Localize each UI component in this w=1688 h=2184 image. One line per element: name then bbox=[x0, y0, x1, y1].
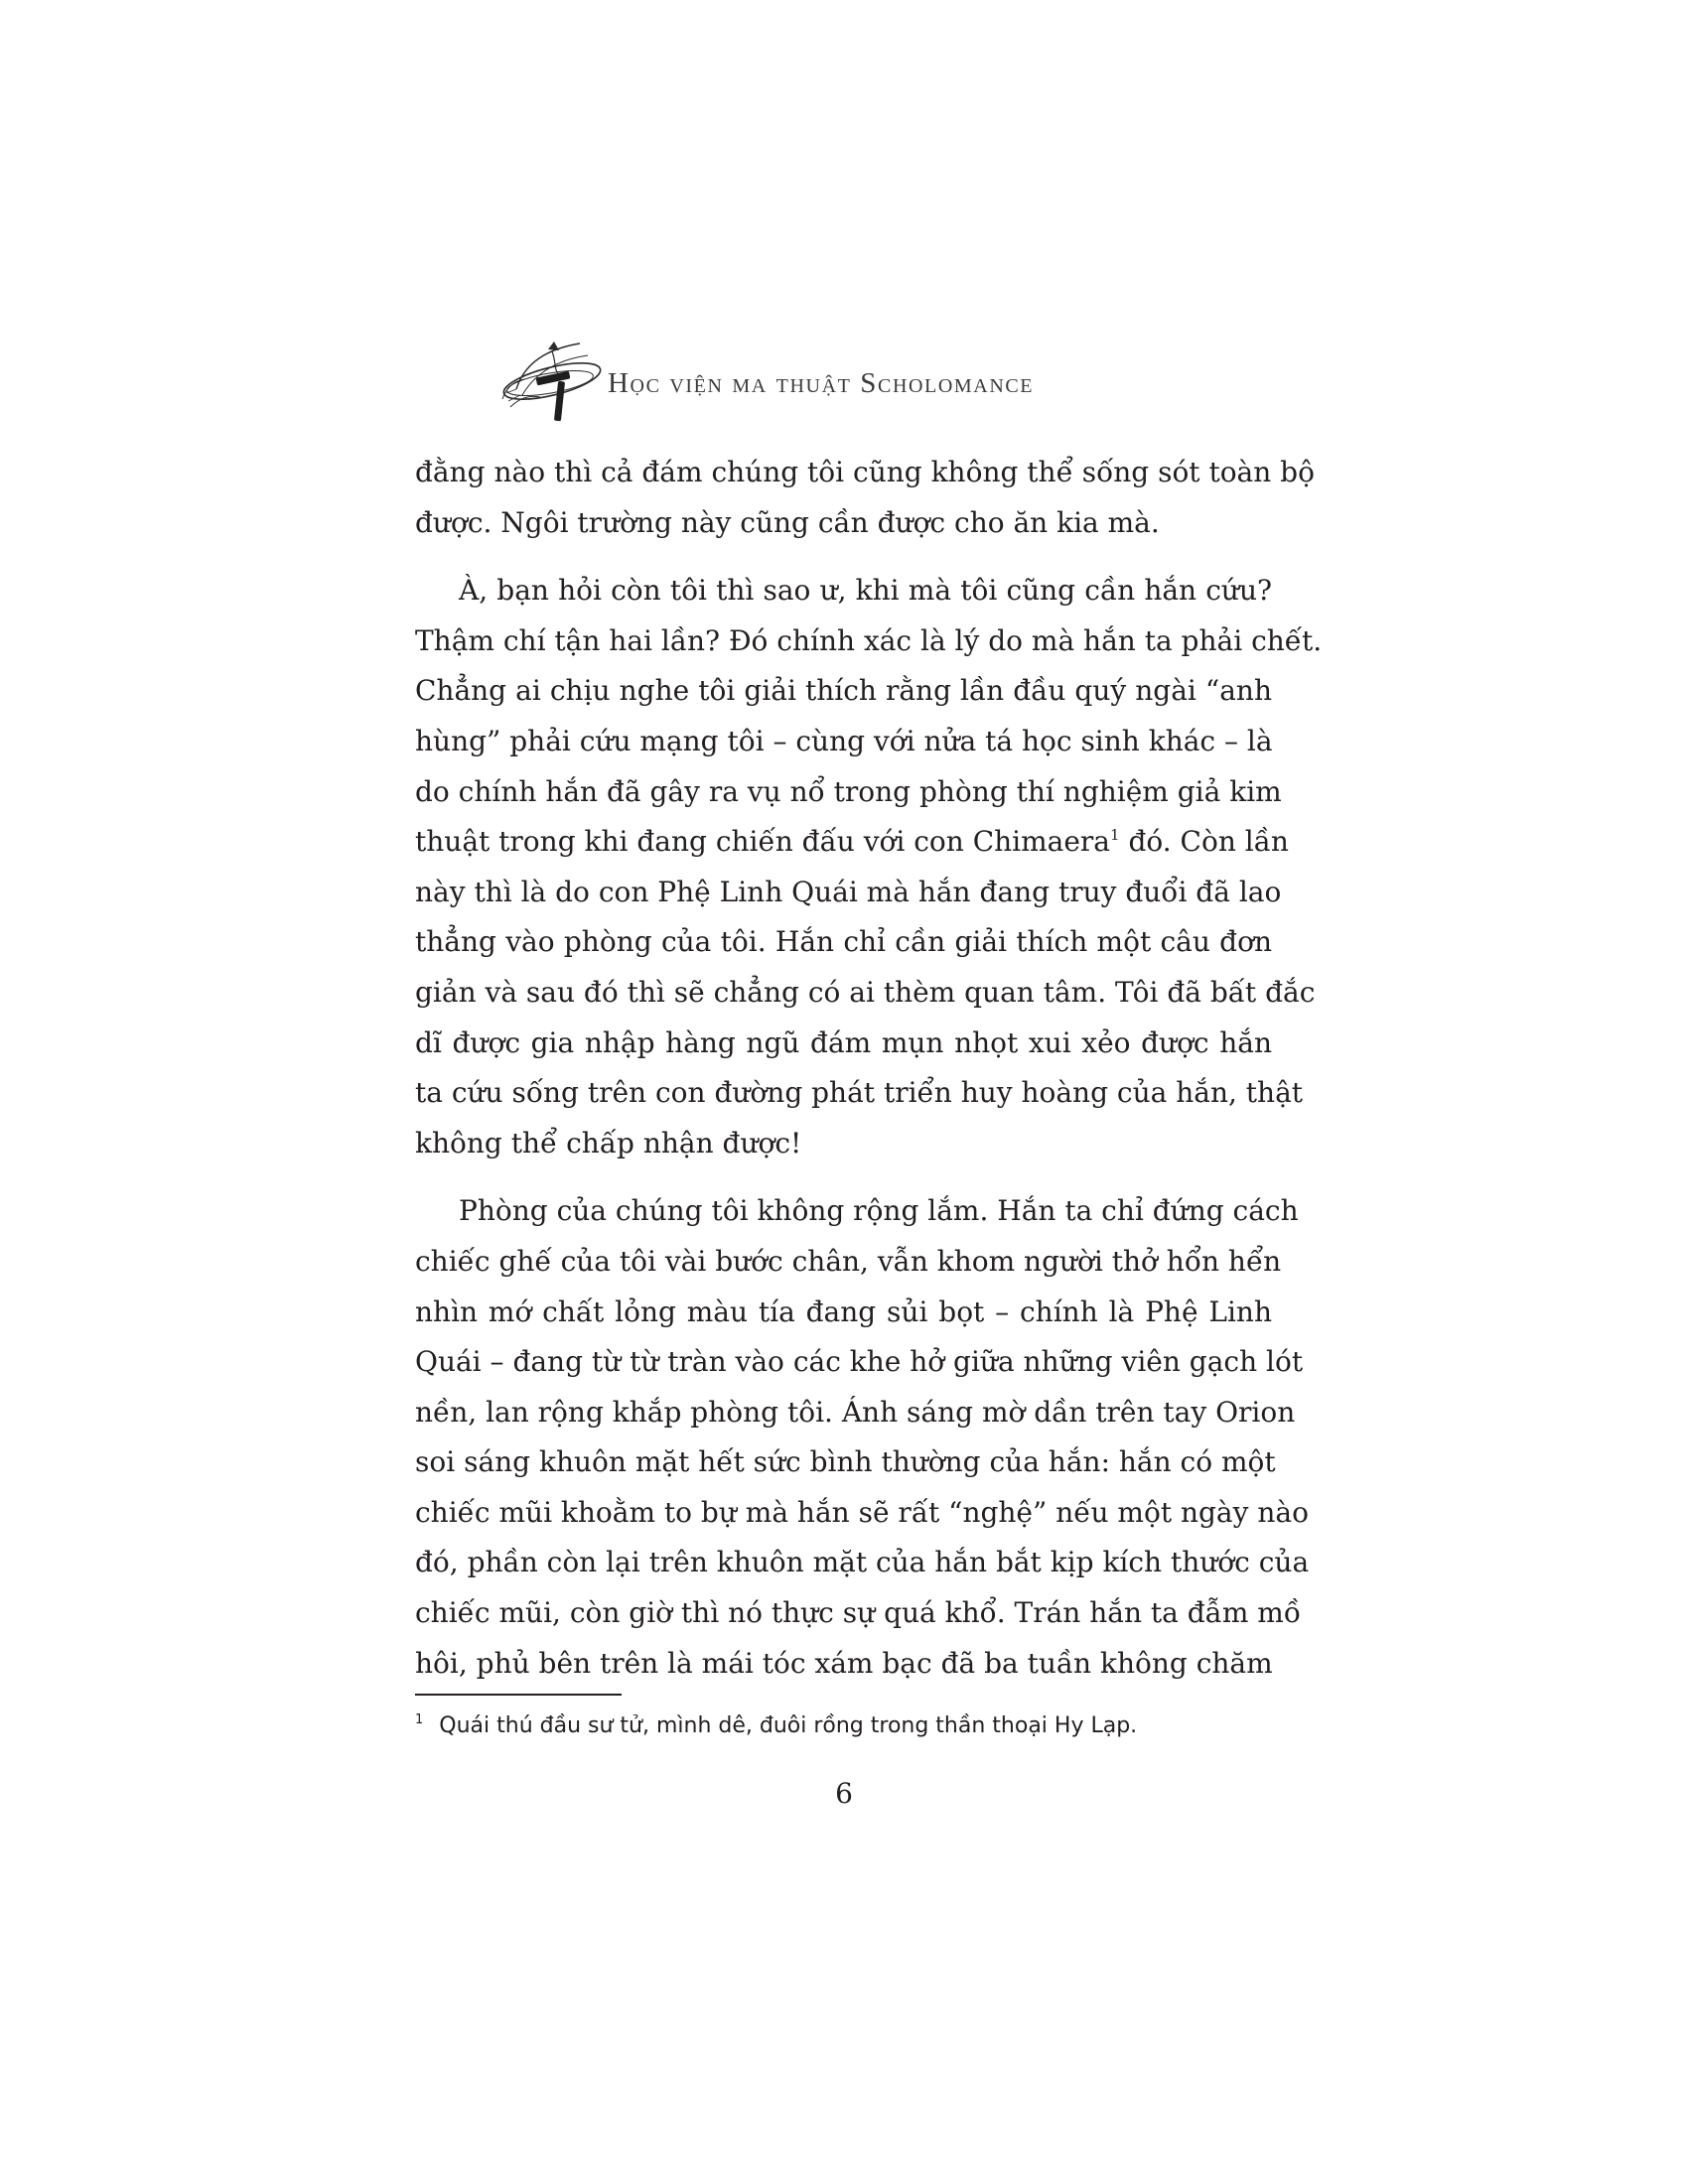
paragraph bbox=[415, 448, 1315, 548]
text-line: Thậm chí tận hai lần? Đó chính xác là lý do mà hắn ta phải chết. bbox=[415, 623, 1323, 657]
running-header-title: Học viện ma thuật Scholomance bbox=[608, 367, 1035, 399]
paragraph bbox=[415, 566, 1323, 1168]
text-line: thẳng vào phòng của tôi. Hắn chỉ cần giải thích một câu đơn bbox=[415, 925, 1272, 959]
page-number: 6 bbox=[835, 1777, 853, 1810]
text-line: đó, phần còn lại trên khuôn mặt của hắn bắt kịp kích thước của bbox=[415, 1546, 1310, 1579]
running-header bbox=[496, 338, 1132, 427]
text-line: giản và sau đó thì sẽ chẳng có ai thèm quan tâm. Tôi đã bất đắc bbox=[415, 975, 1316, 1009]
text-line: soi sáng khuôn mặt hết sức bình thường của hắn: hắn có một bbox=[415, 1445, 1276, 1479]
text-line bbox=[415, 817, 1289, 868]
text-line: chiếc mũi, còn giờ thì nó thực sự quá khổ. Trán hắn ta đẫm mồ bbox=[415, 1596, 1301, 1630]
paragraph-gap bbox=[415, 548, 1272, 566]
text-line: không thể chấp nhận được! bbox=[415, 1126, 802, 1160]
footnote bbox=[415, 1712, 1137, 1738]
footnote-divider bbox=[415, 1694, 622, 1696]
text-line: chiếc mũi khoằm to bự mà hắn sẽ rất “nghệ” nếu một ngày nào bbox=[415, 1495, 1309, 1529]
text-line: dĩ được gia nhập hàng ngũ đám mụn nhọt xui xẻo được hắn bbox=[415, 1025, 1272, 1059]
footnote-reference[interactable]: 1 bbox=[1110, 826, 1120, 845]
paragraph-gap bbox=[415, 1168, 1272, 1186]
text-line: này thì là do con Phệ Linh Quái mà hắn đang truy đuổi đã lao bbox=[415, 875, 1282, 908]
paragraph bbox=[415, 1186, 1310, 1689]
text-line: đằng nào thì cả đám chúng tôi cũng không thể sống sót toàn bộ bbox=[415, 456, 1315, 488]
text-line: Quái – đang từ từ tràn vào các khe hở giữa những viên gạch lót bbox=[415, 1345, 1304, 1379]
text-run: thuật trong khi đang chiến đấu với con Chimaera bbox=[415, 825, 1110, 859]
text-line: nhìn mớ chất lỏng màu tía đang sủi bọt – chính là Phệ Linh bbox=[415, 1295, 1272, 1328]
footnote-marker: 1 bbox=[415, 1712, 424, 1727]
text-line: ta cứu sống trên con đường phát triển huy hoàng của hắn, thật bbox=[415, 1076, 1304, 1110]
text-line: hùng” phải cứu mạng tôi – cùng với nửa tá học sinh khác – là bbox=[415, 724, 1273, 757]
text-run: đó. Còn lần bbox=[1119, 825, 1289, 859]
text-line: chiếc ghế của tôi vài bước chân, vẫn khom người thở hổn hển bbox=[415, 1244, 1282, 1278]
text-line: do chính hắn đã gây ra vụ nổ trong phòng thí nghiệm giả kim bbox=[415, 774, 1282, 808]
text-line: hôi, phủ bên trên là mái tóc xám bạc đã ba tuần không chăm bbox=[415, 1646, 1273, 1680]
text-line: được. Ngôi trường này cũng cần được cho ăn kia mà. bbox=[415, 505, 1160, 539]
sword-emblem-icon bbox=[496, 338, 604, 427]
text-line: Chẳng ai chịu nghe tôi giải thích rằng lần đầu quý ngài “anh bbox=[415, 674, 1272, 708]
footnote-text: Quái thú đầu sư tử, mình dê, đuôi rồng trong thần thoại Hy Lạp. bbox=[439, 1713, 1138, 1738]
body-text bbox=[415, 448, 1323, 1689]
text-line: À, bạn hỏi còn tôi thì sao ư, khi mà tôi cũng cần hắn cứu? bbox=[459, 574, 1272, 608]
text-line: nền, lan rộng khắp phòng tôi. Ánh sáng mờ dần trên tay Orion bbox=[415, 1395, 1296, 1429]
text-line: Phòng của chúng tôi không rộng lắm. Hắn ta chỉ đứng cách bbox=[459, 1194, 1299, 1228]
